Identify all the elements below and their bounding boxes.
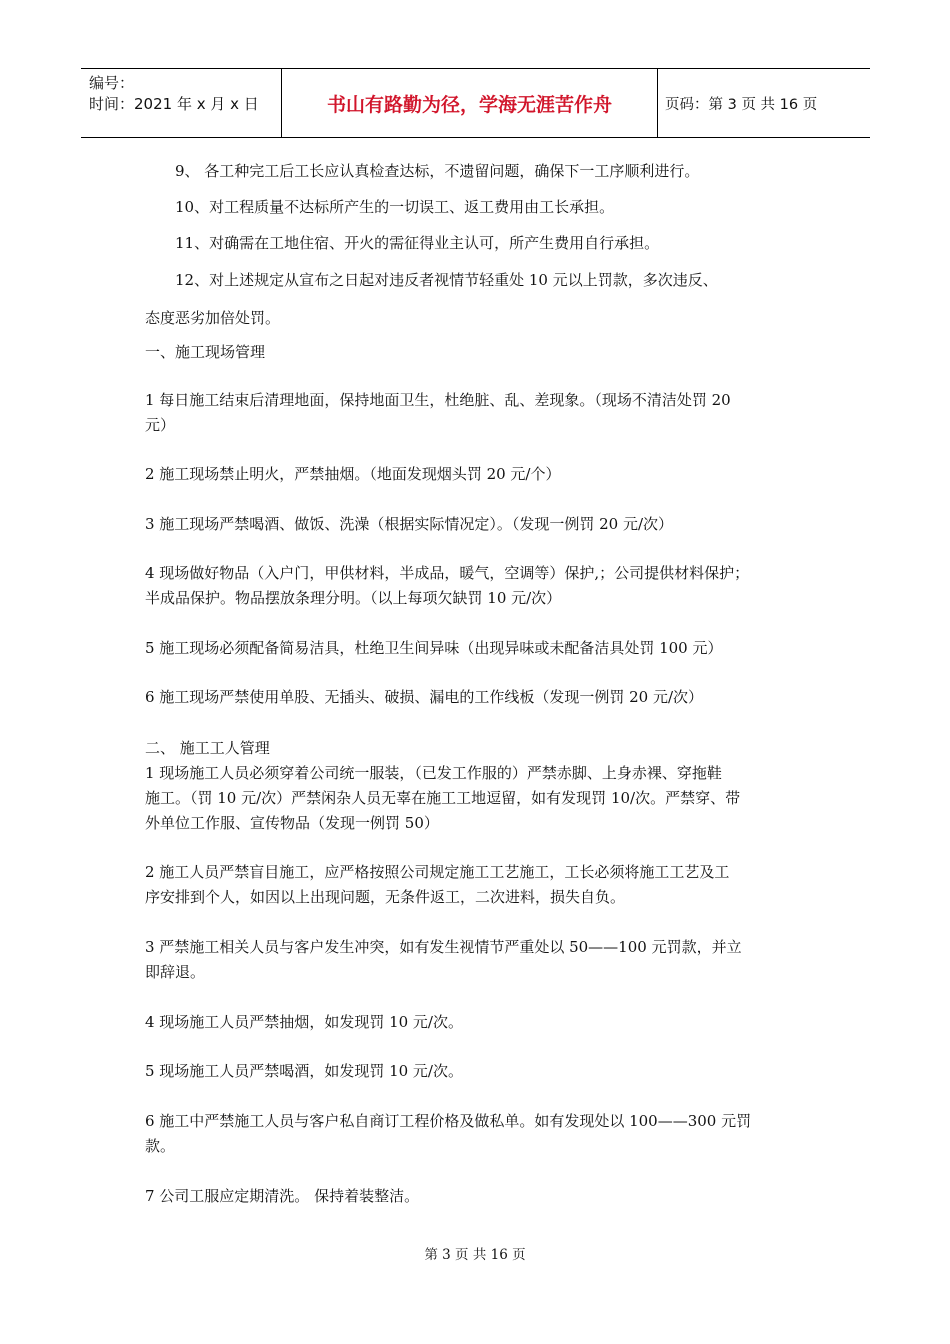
site-rule-1-line2: 元） bbox=[145, 416, 176, 434]
worker-rule-2-line1: 2 施工人员严禁盲目施工，应严格按照公司规定施工工艺施工，工长必须将施工工艺及工 bbox=[145, 863, 730, 881]
worker-rule-6-line1: 6 施工中严禁施工人员与客户私自商订工程价格及做私单。如有发现处以 100——300 元罚 bbox=[145, 1112, 752, 1130]
site-rule-4-line1: 4 现场做好物品（入户门，甲供材料，半成品，暖气，空调等）保护,；公司提供材料保护； bbox=[145, 564, 750, 582]
rule-item-9: 9、 各工种完工后工长应认真检查达标，不遗留问题，确保下一工序顺利进行。 bbox=[175, 162, 700, 180]
page-header bbox=[81, 68, 870, 138]
site-rule-2: 2 施工现场禁止明火，严禁抽烟。（地面发现烟头罚 20 元/个） bbox=[145, 465, 561, 483]
section-title-worker-management: 二、 施工工人管理 bbox=[145, 739, 270, 757]
worker-rule-7: 7 公司工服应定期清洗。 保持着装整洁。 bbox=[145, 1187, 420, 1205]
document-time-label: 时间：2021 年 x 月 x 日 bbox=[89, 95, 259, 113]
worker-rule-3-line2: 即辞退。 bbox=[145, 963, 206, 981]
site-rule-5: 5 施工现场必须配备简易洁具，杜绝卫生间异味（出现异味或未配备洁具处罚 100 元） bbox=[145, 639, 723, 657]
header-left-cell bbox=[81, 69, 280, 137]
site-rule-6: 6 施工现场严禁使用单股、无插头、破损、漏电的工作线板（发现一例罚 20 元/次） bbox=[145, 688, 703, 706]
worker-rule-5: 5 现场施工人员严禁喝酒，如发现罚 10 元/次。 bbox=[145, 1062, 463, 1080]
worker-rule-1-line3: 外单位工作服、宣传物品（发现一例罚 50） bbox=[145, 814, 439, 832]
section-title-site-management: 一、施工现场管理 bbox=[145, 343, 266, 361]
rule-item-11: 11、对确需在工地住宿、开火的需征得业主认可，所产生费用自行承担。 bbox=[175, 234, 660, 252]
rule-item-10: 10、对工程质量不达标所产生的一切误工、返工费用由工长承担。 bbox=[175, 198, 615, 216]
worker-rule-4: 4 现场施工人员严禁抽烟，如发现罚 10 元/次。 bbox=[145, 1013, 463, 1031]
header-motto: 书山有路勤为径，学海无涯苦作舟 bbox=[281, 69, 658, 137]
site-rule-3: 3 施工现场严禁喝酒、做饭、洗澡（根据实际情况定）。（发现一例罚 20 元/次） bbox=[145, 515, 673, 533]
rule-item-12-line1: 12、对上述规定从宣布之日起对违反者视情节轻重处 10 元以上罚款，多次违反、 bbox=[175, 271, 718, 289]
document-number-label: 编号： bbox=[89, 74, 135, 92]
worker-rule-2-line2: 序安排到个人，如因以上出现问题，无条件返工，二次进料，损失自负。 bbox=[145, 888, 626, 906]
rule-item-12-line2: 态度恶劣加倍处罚。 bbox=[145, 309, 281, 327]
worker-rule-1-line2: 施工。（罚 10 元/次）严禁闲杂人员无辜在施工工地逗留，如有发现罚 10/次。严禁穿、带 bbox=[145, 789, 741, 807]
site-rule-1-line1: 1 每日施工结束后清理地面，保持地面卫生，杜绝脏、乱、差现象。（现场不清洁处罚 20 bbox=[145, 391, 731, 409]
site-rule-4-line2: 半成品保护。物品摆放条理分明。（以上每项欠缺罚 10 元/次） bbox=[145, 589, 562, 607]
worker-rule-6-line2: 款。 bbox=[145, 1137, 176, 1155]
worker-rule-1-line1: 1 现场施工人员必须穿着公司统一服装，（已发工作服的）严禁赤脚、上身赤裸、穿拖鞋 bbox=[145, 764, 722, 782]
page-footer: 第 3 页 共 16 页 bbox=[424, 1247, 526, 1263]
header-page-label: 页码：第 3 页 共 16 页 bbox=[665, 96, 818, 113]
worker-rule-3-line1: 3 严禁施工相关人员与客户发生冲突，如有发生视情节严重处以 50——100 元罚款，并立 bbox=[145, 938, 742, 956]
